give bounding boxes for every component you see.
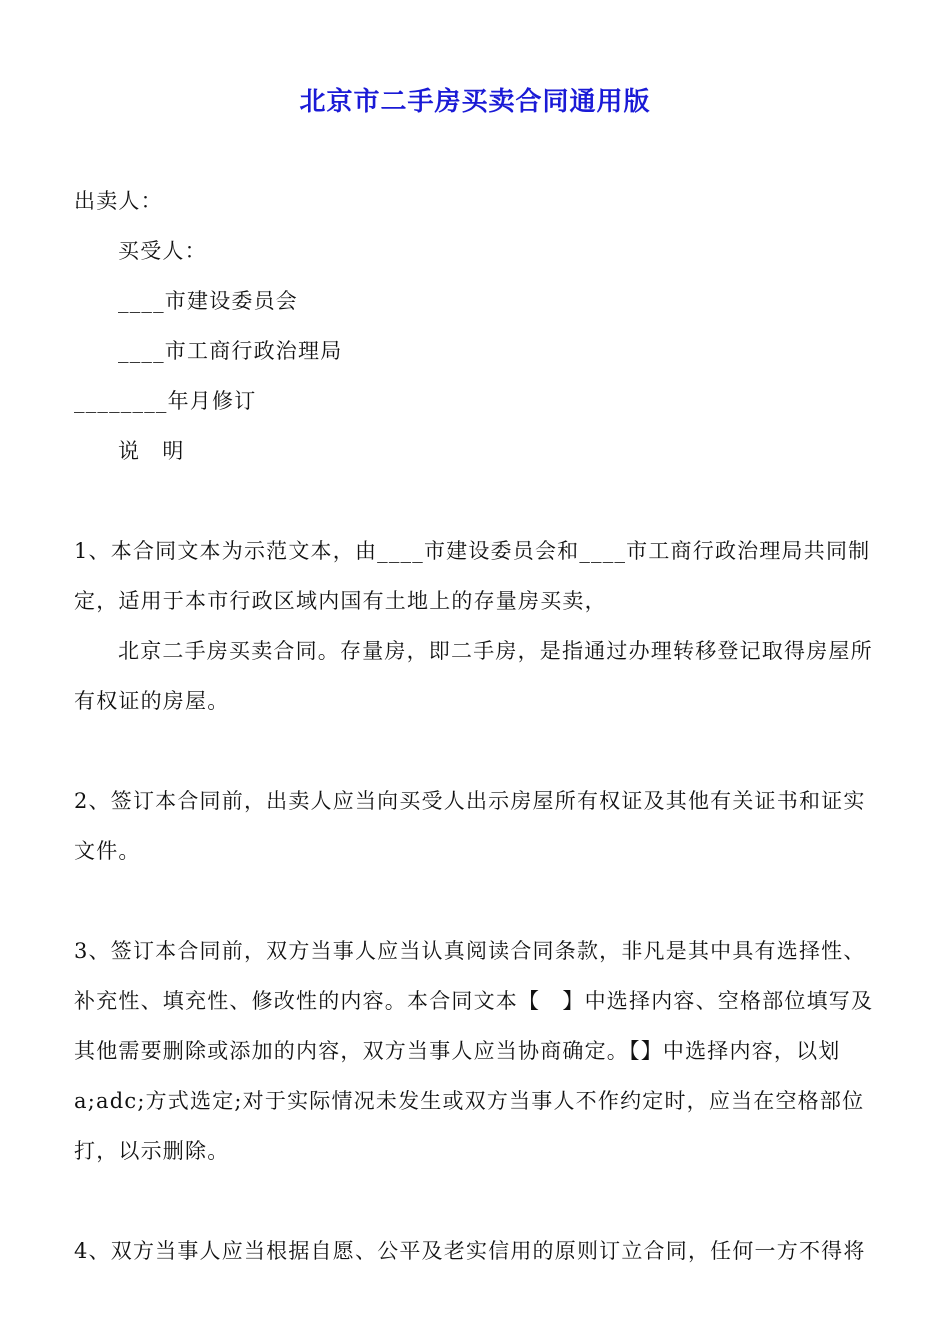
paragraph-line: 3、签订本合同前，双方当事人应当认真阅读合同条款，非凡是其中具有选择性、 (74, 939, 866, 963)
revision-date: ________年月修订 (74, 389, 257, 413)
issuer-industry-commerce-bureau: ____市工商行政治理局 (118, 339, 343, 363)
explanation-heading: 说 明 (118, 439, 185, 463)
paragraph-line: 4、双方当事人应当根据自愿、公平及老实信用的原则订立合同，任何一方不得将 (74, 1239, 866, 1263)
paragraph-line: 补充性、填充性、修改性的内容。本合同文本【 】中选择内容、空格部位填写及 (74, 989, 874, 1013)
paragraph-line: 1、本合同文本为示范文本，由____市建设委员会和____市工商行政治理局共同制 (74, 539, 871, 563)
seller-label: 出卖人： (74, 189, 163, 213)
buyer-label: 买受人： (118, 239, 207, 263)
document-title: 北京市二手房买卖合同通用版 (299, 87, 651, 117)
paragraph-line: 文件。 (74, 839, 141, 863)
issuer-construction-committee: ____市建设委员会 (118, 289, 298, 313)
paragraph-line: 打，以示删除。 (74, 1139, 230, 1163)
paragraph-line: 北京二手房买卖合同。存量房，即二手房，是指通过办理转移登记取得房屋所 (118, 639, 873, 663)
paragraph-line: 2、签订本合同前，出卖人应当向买受人出示房屋所有权证及其他有关证书和证实 (74, 789, 866, 813)
paragraph-line: 定，适用于本市行政区域内国有土地上的存量房买卖， (74, 589, 607, 613)
paragraph-line: 其他需要删除或添加的内容，双方当事人应当协商确定。【】中选择内容，以划 (74, 1039, 841, 1063)
paragraph-line: 有权证的房屋。 (74, 689, 230, 713)
paragraph-line: a;adc;方式选定;对于实际情况未发生或双方当事人不作约定时，应当在空格部位 (74, 1089, 865, 1113)
